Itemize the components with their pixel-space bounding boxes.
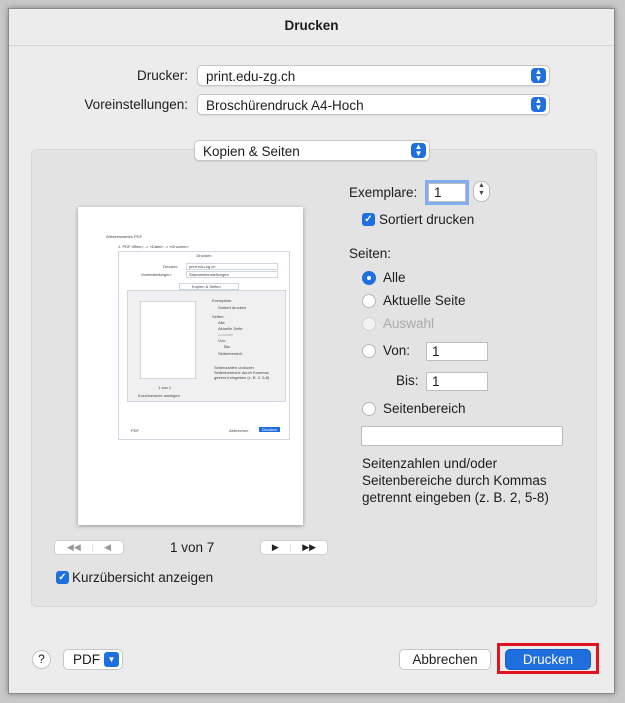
pages-range-input[interactable] (361, 426, 563, 446)
chevron-updown-icon: ▲ ▼ (531, 97, 546, 112)
chevron-down-icon: ▼ (104, 652, 119, 667)
pages-hint-1: Seitenzahlen und/oder (362, 456, 498, 471)
pages-to-label: Bis: (396, 373, 419, 388)
help-button[interactable]: ? (32, 650, 51, 669)
pages-label: Seiten: (349, 246, 392, 261)
mini-print: Drucken (259, 427, 280, 432)
mini-dialog (118, 251, 290, 440)
pages-from-radio[interactable] (362, 344, 376, 358)
mini-collate: Sortiert drucken (218, 305, 247, 310)
settings-panel (31, 142, 597, 607)
printer-popup[interactable] (197, 65, 550, 86)
mini-cancel: Abbrechen (229, 428, 249, 433)
mini-range: Seitenbereich (218, 351, 243, 356)
pages-range-label[interactable]: Seitenbereich (383, 401, 466, 416)
pages-current-radio[interactable] (362, 294, 376, 308)
mini-thumb: Kurzübersicht anzeigen (138, 393, 180, 398)
pages-selection-label: Auswahl (383, 316, 435, 331)
pages-hint-3: getrennt eingeben (z. B. 2, 5-8) (362, 490, 549, 505)
chevron-updown-icon: ▲ ▼ (411, 143, 426, 158)
prev-page-icon[interactable]: ◀ (104, 542, 112, 552)
mini-section-popup (179, 283, 239, 290)
pages-hint-2: Seitenbereiche durch Kommas (362, 473, 547, 488)
mini-all: Alle (218, 320, 225, 325)
mini-printer-value: print.edu-zg.ch (189, 264, 216, 269)
pages-all-label[interactable]: Alle (383, 270, 406, 285)
mini-current: Aktuelle Seite (218, 326, 243, 331)
pages-range-radio[interactable] (362, 402, 376, 416)
pdf-menu-button[interactable] (63, 649, 123, 670)
print-dialog (8, 8, 615, 694)
mini-page-text: 1 von 1 (158, 385, 172, 390)
mini-section: Kopien & Seiten (192, 284, 221, 289)
mini-doc-heading: 1. PDF öffnen, -> «Datei» -> «Drucken» (118, 244, 189, 249)
preview-next-last-buttons[interactable]: ▶ | ▶▶ (260, 540, 328, 555)
copies-stepper[interactable]: ▲ ▼ (473, 181, 490, 202)
pages-all-radio[interactable] (362, 271, 376, 285)
mini-pages: Seiten: (212, 314, 225, 319)
mini-presets-popup (186, 271, 278, 278)
print-button[interactable]: Drucken (505, 649, 591, 670)
dialog-title: Drucken (9, 9, 614, 46)
printer-value: print.edu-zg.ch (206, 69, 296, 84)
cancel-button[interactable]: Abbrechen (399, 649, 491, 670)
preview-page-indicator: 1 von 7 (170, 540, 215, 555)
pages-from-label[interactable]: Von: (383, 343, 411, 358)
section-popup[interactable] (194, 140, 430, 161)
mini-doc-title: Wissenswertes PDF (106, 234, 143, 239)
mini-to: Bis: (224, 344, 231, 349)
mini-copies: Exemplare: (212, 298, 233, 303)
mini-presets-value: Standardeinstellungen (189, 272, 229, 277)
collate-label[interactable]: Sortiert drucken (379, 212, 475, 227)
next-page-icon[interactable]: ▶ (271, 542, 279, 552)
mini-hint-1: Seitenzahlen und/oder (214, 365, 255, 370)
copies-input[interactable]: 1 (428, 183, 466, 202)
preview-first-prev-buttons[interactable]: ◀◀ | ◀ (54, 540, 124, 555)
mini-presets-label: Voreinstellungen: (141, 272, 172, 277)
mini-dlg-title: Drucken (196, 253, 212, 258)
mini-selection: Auswahl (218, 332, 234, 337)
mini-from: Von: (218, 338, 227, 343)
printer-label: Drucker: (136, 68, 188, 83)
print-preview-page (78, 207, 303, 525)
presets-label: Voreinstellungen: (84, 97, 188, 112)
chevron-updown-icon: ▲ ▼ (531, 68, 546, 83)
thumbnail-label[interactable]: Kurzübersicht anzeigen (72, 570, 214, 585)
copies-label: Exemplare: (349, 185, 418, 200)
presets-popup[interactable] (197, 94, 550, 115)
mini-printer-label: Drucker: (163, 264, 179, 269)
collate-checkbox[interactable]: ✓ (362, 213, 375, 226)
thumbnail-checkbox[interactable]: ✓ (56, 571, 69, 584)
pdf-label: PDF (73, 652, 100, 667)
mini-pdf: PDF (131, 428, 139, 433)
mini-panel (127, 290, 286, 402)
mini-printer-popup (186, 263, 278, 270)
pages-selection-radio (362, 317, 376, 331)
mini-hint-2: Seitenbereiche durch Kommas (214, 370, 269, 375)
presets-value: Broschürendruck A4-Hoch (206, 98, 364, 113)
pages-current-label[interactable]: Aktuelle Seite (383, 293, 466, 308)
last-page-icon[interactable]: ▶▶ (302, 542, 317, 552)
mini-hint-3: getrennt eingeben (z. B. 2, 5-8) (214, 375, 270, 380)
section-popup-value: Kopien & Seiten (203, 144, 300, 159)
pages-to-input[interactable]: 1 (426, 372, 488, 391)
first-page-icon[interactable]: ◀◀ (66, 542, 81, 552)
pages-from-input[interactable]: 1 (426, 342, 488, 361)
mini-preview (140, 301, 196, 379)
